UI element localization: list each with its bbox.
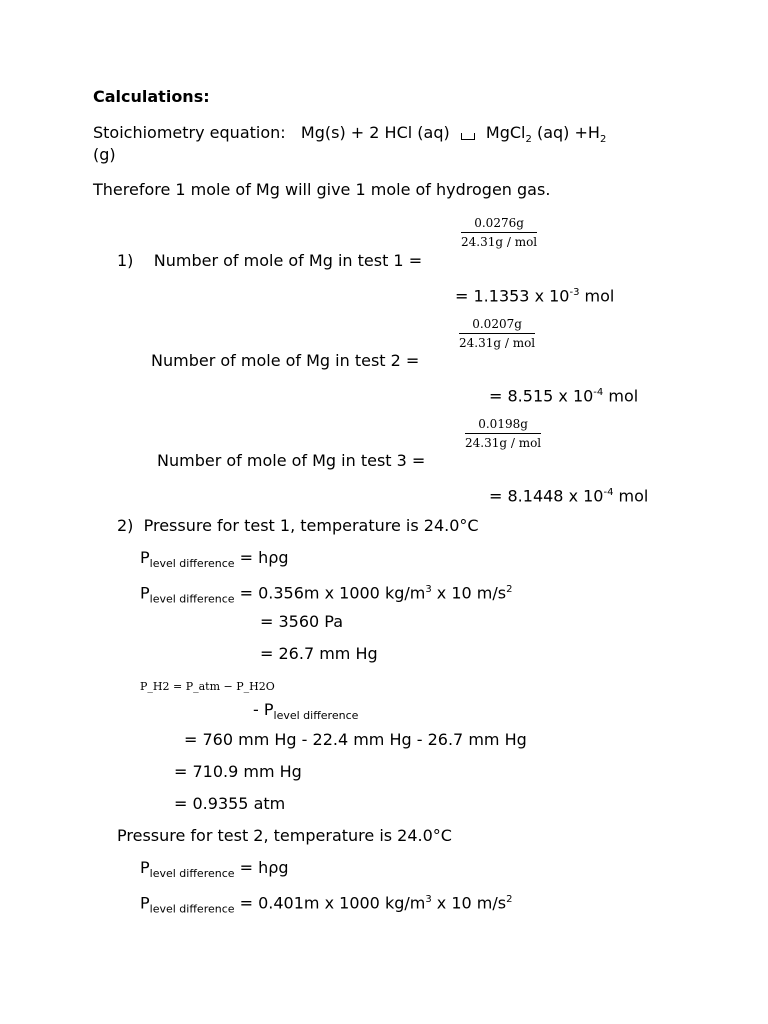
mole-test2-result-value: = 8.515 x 10 [489, 386, 594, 406]
mole-test1-result-value: = 1.1353 x 10 [455, 286, 570, 306]
mole-test3-result [489, 483, 648, 506]
stoich-label: Stoichiometry equation: [93, 123, 286, 142]
mole-test3-result-exp: -4 [603, 487, 614, 498]
stoich-product-b-state: (g) [93, 145, 116, 164]
fraction-test1-denominator: 24.31g / mol [461, 235, 538, 249]
p-subscript: level difference [149, 592, 235, 606]
mole-test3-result-unit: mol [613, 486, 649, 506]
fraction-test3 [465, 417, 541, 450]
pressure-test1-eq2-rhs-a: = 0.356m x 1000 kg/m [234, 583, 426, 603]
reaction-arrow-icon [461, 133, 475, 140]
minus-p-subscript: level difference [273, 709, 359, 723]
mole-test1-result [455, 283, 614, 306]
fraction-test3-denominator: 24.31g / mol [465, 436, 542, 450]
pressure-test1-title: Pressure for test 1, temperature is 24.0°C [143, 516, 479, 535]
pressure-test1-eq2-exp1: 3 [425, 584, 432, 595]
pressure-test2-eq2-exp2: 2 [506, 894, 513, 905]
pressure-test2-title: Pressure for test 2, temperature is 24.0°C [117, 826, 452, 845]
page-heading: Calculations: [93, 87, 210, 106]
pressure-test1-eq2-rhs-b: x 10 m/s [431, 583, 507, 603]
fraction-test2-denominator: 24.31g / mol [459, 336, 536, 350]
mole-test1-label: Number of mole of Mg in test 1 = [153, 251, 423, 270]
mole-test3-label: Number of mole of Mg in test 3 = [157, 451, 426, 470]
mole-test2-label: Number of mole of Mg in test 2 = [151, 351, 420, 370]
mole-test2-result [489, 383, 638, 406]
therefore-statement: Therefore 1 mole of Mg will give 1 mole of hydrogen gas. [93, 180, 551, 199]
stoich-product-a-state: (aq) +H [536, 123, 600, 142]
part2-number: 2) [117, 516, 134, 535]
pressure-test2-eq1 [140, 858, 289, 884]
pressure-test1-eq7: = 0.9355 atm [174, 794, 286, 813]
p-symbol: P [140, 858, 150, 877]
pressure-test2-eq2-rhs-b: x 10 m/s [431, 893, 507, 913]
fraction-test3-numerator: 0.0198g [465, 417, 541, 434]
fraction-test1-numerator: 0.0276g [461, 216, 537, 233]
pressure-test2-eq2-rhs-a: = 0.401m x 1000 kg/m [234, 893, 426, 913]
fraction-test1 [461, 216, 537, 249]
pressure-test1-eq4: = 26.7 mm Hg [260, 644, 378, 663]
mole-test2-result-unit: mol [603, 386, 639, 406]
mole-test3-result-value: = 8.1448 x 10 [489, 486, 604, 506]
pressure-test1-eq5: = 760 mm Hg - 22.4 mm Hg - 26.7 mm Hg [184, 730, 527, 749]
minus-p: - P [253, 700, 274, 719]
minus-p-level-difference [253, 700, 358, 726]
pressure-test1-eq6: = 710.9 mm Hg [174, 762, 302, 781]
p-subscript: level difference [149, 902, 235, 916]
stoich-reactants: Mg(s) + 2 HCl (aq) [300, 123, 450, 142]
pressure-test2-eq2-exp1: 3 [425, 894, 432, 905]
stoich-product-b-sub: 2 [599, 134, 607, 146]
pressure-test1-eq2 [140, 580, 513, 610]
stoich-product-a: MgCl [485, 123, 526, 142]
fraction-test2-numerator: 0.0207g [459, 317, 535, 334]
stoich-product-a-sub: 2 [525, 134, 532, 146]
mole-test1-result-unit: mol [579, 286, 615, 306]
stoichiometry-equation [93, 123, 606, 150]
mole-test1-line [117, 251, 422, 271]
part1-number: 1) [117, 251, 134, 270]
p-symbol: P [140, 548, 150, 567]
pressure-test1-eq3: = 3560 Pa [260, 612, 344, 631]
p-subscript: level difference [149, 557, 235, 571]
p-symbol: P [140, 583, 150, 603]
mole-test1-result-exp: -3 [569, 287, 580, 298]
mole-test2-result-exp: -4 [593, 387, 604, 398]
pressure-test1-title-line [117, 516, 479, 536]
pressure-test1-eq1-rhs: = hρg [234, 548, 289, 567]
p-subscript: level difference [149, 867, 235, 881]
pressure-test2-eq2 [140, 890, 513, 920]
ph2-formula: P_H2 = P_atm − P_H2O [140, 680, 275, 693]
pressure-test2-eq1-rhs: = hρg [234, 858, 289, 877]
pressure-test1-eq2-exp2: 2 [506, 584, 513, 595]
pressure-test1-eq1 [140, 548, 289, 574]
p-symbol: P [140, 893, 150, 913]
fraction-test2 [459, 317, 535, 350]
